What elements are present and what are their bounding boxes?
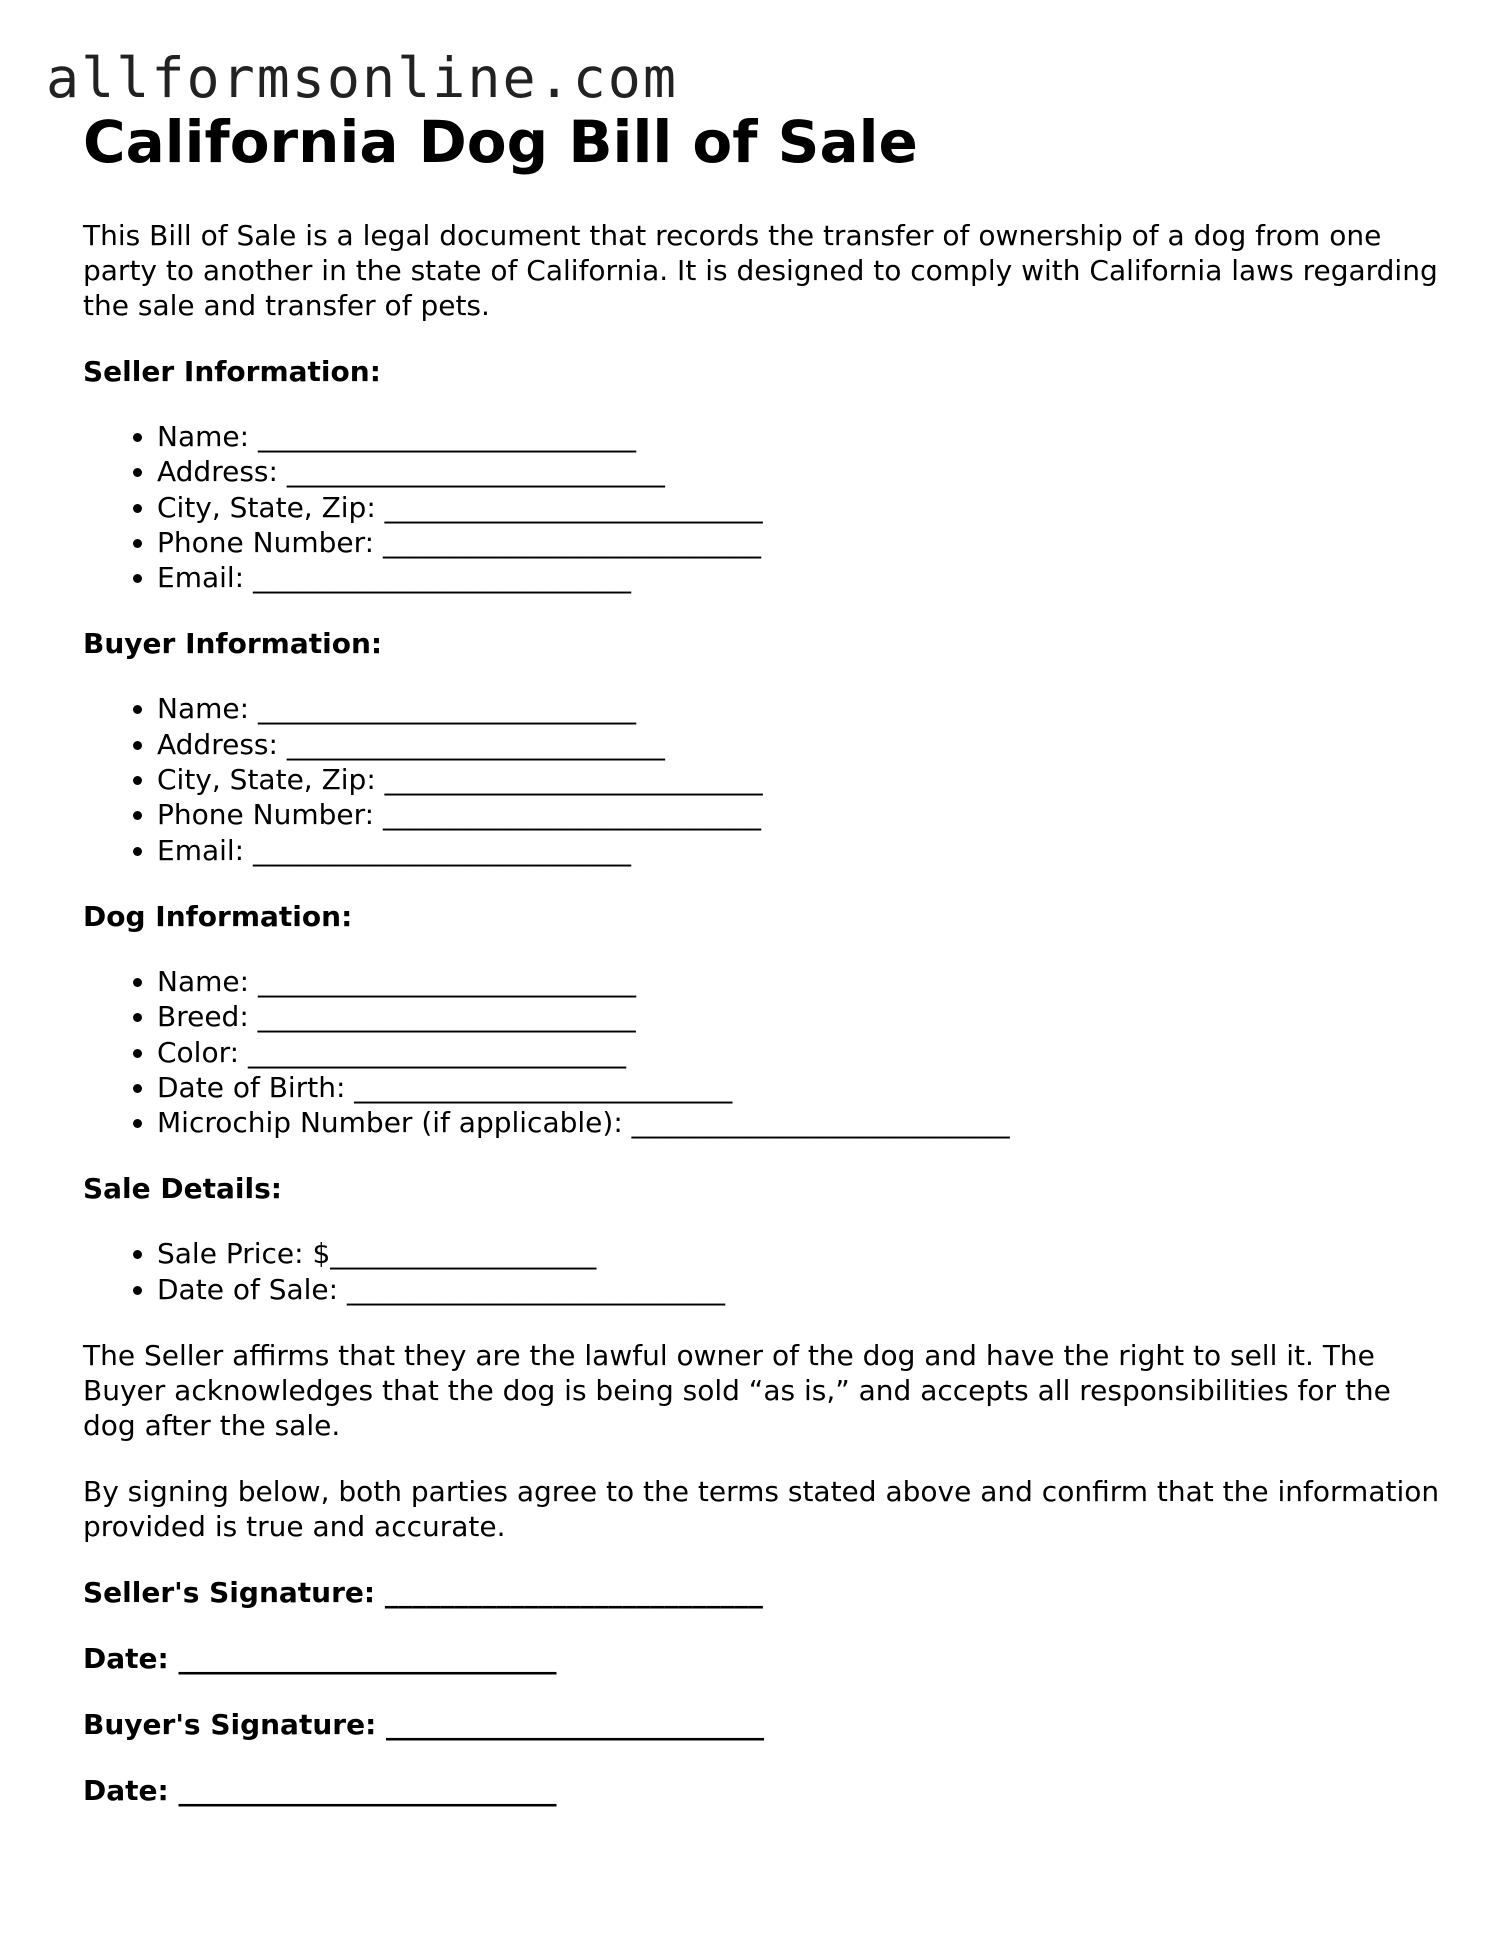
dog-fields-list [83, 964, 1443, 1140]
dog-color-field: • Color: ___________________________ [157, 1035, 1443, 1070]
seller-date-line: Date: ___________________________ [83, 1642, 557, 1676]
sale-date-field: • Date of Sale: ___________________________ [157, 1272, 1443, 1307]
sale-section-heading: Sale Details: [83, 1172, 282, 1206]
buyer-section-heading: Buyer Information: [83, 627, 383, 661]
seller-section-heading: Seller Information: [83, 355, 381, 388]
document-page [83, 104, 1443, 1808]
buyer-fields-list [83, 691, 1443, 867]
buyer-phone-field: • Phone Number: ___________________________ [157, 797, 1443, 832]
sale-fields-list [83, 1236, 1443, 1307]
agreement-paragraph: By signing below, both parties agree to the terms stated above and confirm that the information provided is true and accurate. [83, 1475, 1440, 1544]
buyer-signature-line: Buyer's Signature: ___________________________ [83, 1708, 765, 1742]
intro-paragraph: This Bill of Sale is a legal document that records the transfer of ownership of a dog from one party to another in the state of California. It is designed to comply with California laws regarding the sale and transfer of pets. [83, 219, 1438, 322]
sale-price-field: • Sale Price: $___________________ [157, 1236, 1443, 1271]
seller-address-field: • Address: ___________________________ [157, 454, 1443, 489]
dog-microchip-field: • Microchip Number (if applicable): ___________________________ [157, 1105, 1443, 1140]
seller-name-field: • Name: ___________________________ [157, 419, 1443, 454]
buyer-date-line: Date: ___________________________ [83, 1774, 557, 1808]
seller-signature-line: Seller's Signature: ___________________________ [83, 1576, 763, 1610]
affirmation-paragraph: The Seller affirms that they are the lawful owner of the dog and have the right to sell it. The Buyer acknowledges that the dog is being sold “as is,” and accepts all responsibilities for the dog after the sale. [83, 1339, 1391, 1443]
seller-city-state-zip-field: • City, State, Zip: ___________________________ [157, 490, 1443, 525]
seller-fields-list [83, 419, 1443, 595]
dog-date-of-birth-field: • Date of Birth: ___________________________ [157, 1070, 1443, 1105]
dog-section-heading: Dog Information: [83, 899, 353, 933]
buyer-address-field: • Address: ___________________________ [157, 727, 1443, 762]
watermark-logo: allformsonline.com [46, 46, 679, 110]
dog-name-field: • Name: ___________________________ [157, 964, 1443, 999]
seller-phone-field: • Phone Number: ___________________________ [157, 525, 1443, 560]
buyer-city-state-zip-field: • City, State, Zip: ___________________________ [157, 762, 1443, 797]
document-title: California Dog Bill of Sale [83, 108, 918, 176]
seller-email-field: • Email: ___________________________ [157, 560, 1443, 595]
buyer-name-field: • Name: ___________________________ [157, 691, 1443, 726]
buyer-email-field: • Email: ___________________________ [157, 833, 1443, 868]
dog-breed-field: • Breed: ___________________________ [157, 999, 1443, 1034]
